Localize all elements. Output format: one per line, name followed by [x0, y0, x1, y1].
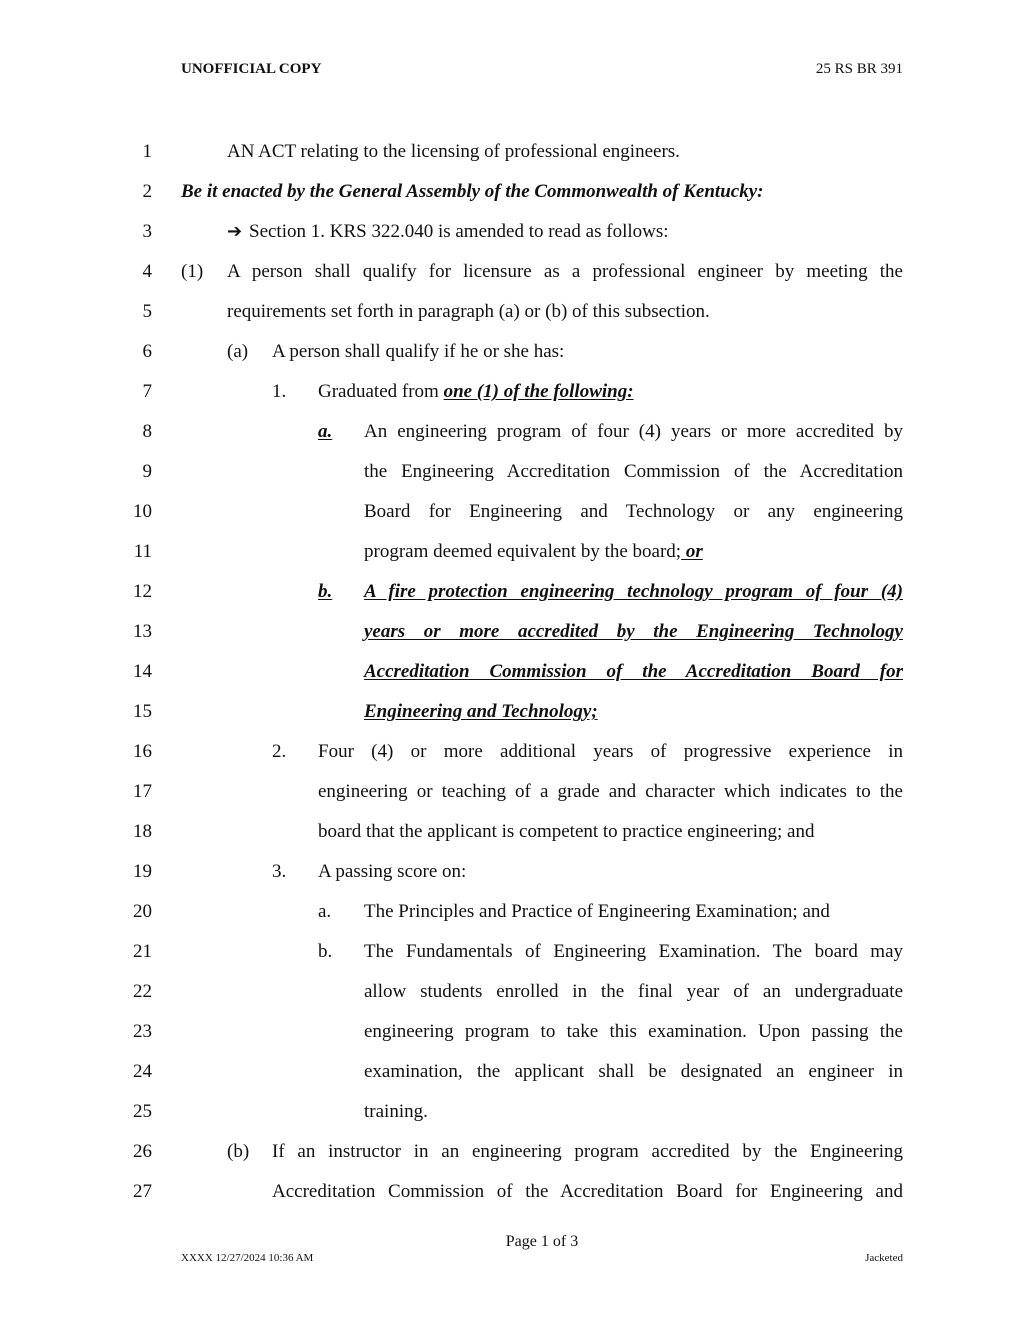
line-number: 10 [133, 501, 152, 522]
line-number: 26 [133, 1141, 152, 1162]
document-line [0, 1141, 1024, 1181]
line-text: Accreditation Commission of the Accreditation Board for Engineering and [272, 1181, 903, 1202]
line-number: 5 [142, 301, 152, 322]
section-arrow-icon: ➔ [227, 221, 243, 242]
document-line [0, 221, 1024, 261]
clause-marker: b. [318, 941, 333, 962]
line-number: 7 [142, 381, 152, 402]
document-line [0, 1021, 1024, 1061]
line-number: 9 [142, 461, 152, 482]
document-line [0, 781, 1024, 821]
line-number: 12 [133, 581, 152, 602]
line-text: Board for Engineering and Technology or any engineering [364, 501, 903, 522]
line-text: board that the applicant is competent to practice engineering; and [318, 821, 815, 842]
paragraph-marker: (b) [227, 1141, 250, 1162]
inserted-text: one (1) of the following: [443, 381, 634, 402]
line-number: 20 [133, 901, 152, 922]
line-text: examination, the applicant shall be designated an engineer in [364, 1061, 903, 1082]
line-number: 6 [142, 341, 152, 362]
subparagraph-marker: 3. [272, 861, 287, 882]
document-line [0, 501, 1024, 541]
line-text: allow students enrolled in the final year of an undergraduate [364, 981, 903, 1002]
line-number: 24 [133, 1061, 152, 1082]
line-number: 15 [133, 701, 152, 722]
line-number: 22 [133, 981, 152, 1002]
line-text: The Fundamentals of Engineering Examination. The board may [364, 941, 903, 962]
line-text: engineering or teaching of a grade and character which indicates to the [318, 781, 903, 802]
document-line [0, 461, 1024, 501]
enacting-clause: Be it enacted by the General Assembly of the Commonwealth of Kentucky: [181, 181, 764, 202]
document-line [0, 621, 1024, 661]
document-line [0, 1101, 1024, 1141]
document-line [0, 701, 1024, 741]
inserted-text: or [681, 541, 703, 562]
line-text [318, 381, 634, 403]
document-line [0, 1181, 1024, 1221]
paragraph-marker: (a) [227, 341, 249, 362]
document-line [0, 661, 1024, 701]
document-line [0, 181, 1024, 221]
document-line [0, 421, 1024, 461]
document-line [0, 861, 1024, 901]
document-line [0, 141, 1024, 181]
line-text: engineering program to take this examination. Upon passing the [364, 1021, 903, 1042]
line-text: If an instructor in an engineering program accredited by the Engineering [272, 1141, 903, 1162]
line-text: the Engineering Accreditation Commission of the Accreditation [364, 461, 903, 482]
line-number: 14 [133, 661, 152, 682]
document-line [0, 581, 1024, 621]
document-line [0, 741, 1024, 781]
line-number: 19 [133, 861, 152, 882]
line-number: 23 [133, 1021, 152, 1042]
line-text: The Principles and Practice of Engineering Examination; and [364, 901, 830, 922]
footer-status: Jacketed [865, 1252, 903, 1264]
line-number: 18 [133, 821, 152, 842]
line-number: 1 [142, 141, 152, 162]
section-heading: Section 1. KRS 322.040 is amended to read as follows: [249, 221, 669, 242]
line-number: 4 [142, 261, 152, 282]
line-number: 3 [142, 221, 152, 242]
inserted-text: Accreditation Commission of the Accreditation Board for [364, 661, 903, 682]
line-text: An engineering program of four (4) years or more accredited by [364, 421, 903, 442]
clause-marker: b. [318, 581, 333, 602]
clause-marker: a. [318, 421, 333, 442]
line-text: training. [364, 1101, 428, 1122]
document-line [0, 341, 1024, 381]
line-number: 11 [133, 541, 152, 562]
footer-timestamp: XXXX 12/27/2024 10:36 AM [181, 1252, 314, 1264]
document-line [0, 901, 1024, 941]
inserted-text: Engineering and Technology; [364, 701, 598, 722]
line-text: requirements set forth in paragraph (a) or (b) of this subsection. [227, 301, 710, 322]
line-text-plain: program deemed equivalent by the board; [364, 541, 682, 562]
line-number: 21 [133, 941, 152, 962]
document-line [0, 981, 1024, 1021]
document-line [0, 821, 1024, 861]
line-number: 17 [133, 781, 152, 802]
inserted-text: A fire protection engineering technology program of four (4) [364, 581, 903, 602]
page-indicator: Page 1 of 3 [505, 1233, 579, 1250]
clause-marker: a. [318, 901, 332, 922]
act-title: AN ACT relating to the licensing of professional engineers. [227, 141, 680, 162]
document-header-left: UNOFFICIAL COPY [181, 61, 322, 77]
line-number: 8 [142, 421, 152, 442]
line-text: A person shall qualify for licensure as a professional engineer by meeting the [227, 261, 903, 282]
subparagraph-marker: 2. [272, 741, 287, 762]
line-number: 25 [133, 1101, 152, 1122]
document-line [0, 261, 1024, 301]
line-number: 13 [133, 621, 152, 642]
document-line [0, 1061, 1024, 1101]
document-line [0, 301, 1024, 341]
line-number: 2 [142, 181, 152, 202]
line-number: 16 [133, 741, 152, 762]
line-text: A person shall qualify if he or she has: [272, 341, 565, 362]
subparagraph-marker: 1. [272, 381, 287, 402]
line-number: 27 [133, 1181, 152, 1202]
inserted-text: years or more accredited by the Engineering Technology [364, 621, 903, 642]
line-text: Four (4) or more additional years of progressive experience in [318, 741, 903, 762]
document-header-right: 25 RS BR 391 [815, 61, 903, 77]
line-text [364, 541, 703, 563]
document-line [0, 541, 1024, 581]
line-text-plain: Graduated from [318, 381, 444, 402]
subsection-marker: (1) [181, 261, 204, 282]
document-line [0, 941, 1024, 981]
document-line [0, 381, 1024, 421]
line-text: A passing score on: [318, 861, 467, 882]
